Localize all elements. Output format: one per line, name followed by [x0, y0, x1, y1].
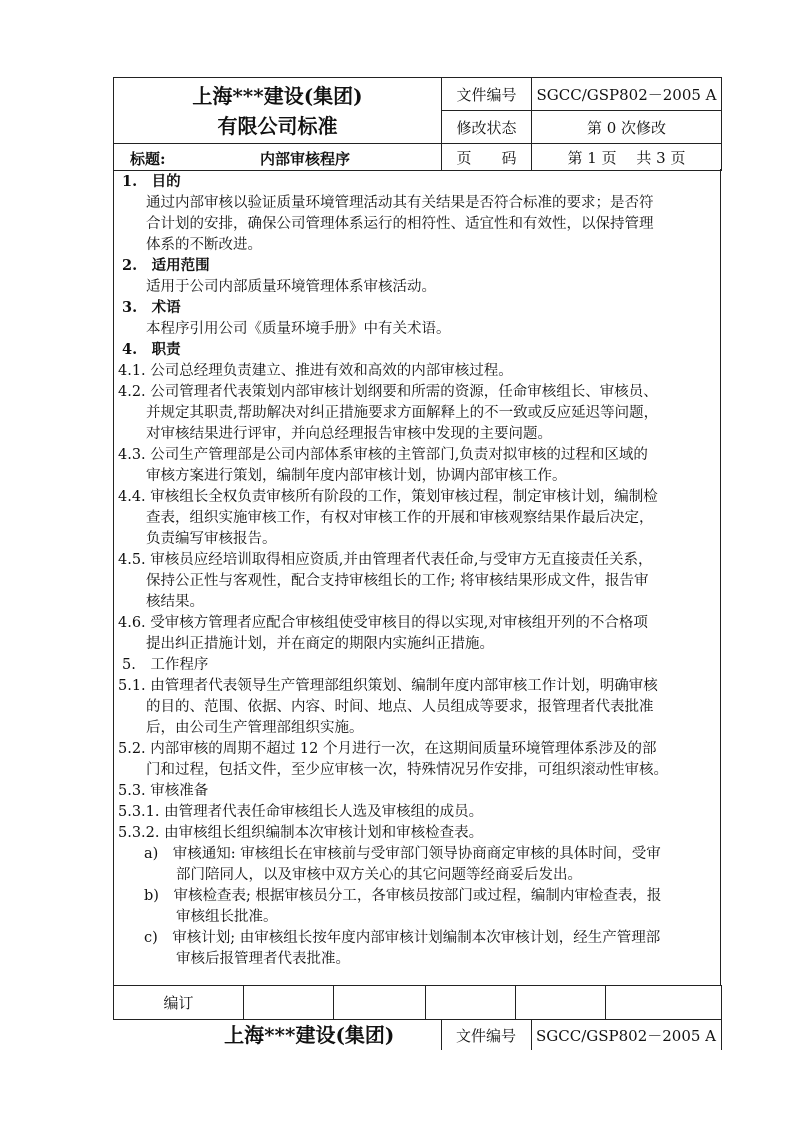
body-line: b) 审核检查表; 根据审核员分工，各审核员按部门或过程，编制内审检查表，报	[144, 888, 662, 904]
body-line: 4.3. 公司生产管理部是公司内部体系审核的主管部门,负责对拟审核的过程和区域的	[118, 447, 648, 463]
body-line: 4. 职责	[122, 341, 181, 358]
body-line: 并规定其职责,帮助解决对纠正措施要求方面解释上的不一致或反应延迟等问题，	[146, 405, 659, 421]
doc-no-value: SGCC/GSP802－2005 A	[532, 78, 722, 111]
footer-company-name: 上海***建设(集团)	[178, 1020, 441, 1051]
body-line: 的目的、范围、依据、内容、时间、地点、人员组成等要求，报管理者代表批准	[146, 699, 654, 715]
body-line: 5.3.2. 由审核组长组织编制本次审核计划和审核检查表。	[118, 825, 484, 841]
body-line: 4.4. 审核组长全权负责审核所有阶段的工作，策划审核过程，制定审核计划，编制检	[118, 489, 658, 505]
body-line: 1. 目的	[122, 173, 181, 190]
page-label: 页 码	[442, 144, 532, 171]
body-line: 4.2. 公司管理者代表策划内部审核计划纲要和所需的资源，任命审核组长、审核员、	[118, 384, 658, 400]
document-body	[113, 169, 721, 986]
body-line: 本程序引用公司《质量环境手册》中有关术语。	[146, 321, 451, 337]
revision-row-label: 编订	[114, 986, 244, 1020]
revision-cell	[426, 986, 516, 1020]
body-line: 体系的不断改进。	[146, 237, 262, 253]
body-line: 合计划的安排，确保公司管理体系运行的相符性、适宜性和有效性，以保持管理	[146, 216, 654, 232]
revision-label: 修改状态	[442, 111, 532, 144]
company-name-line2: 有限公司标准	[217, 113, 338, 138]
company-name-line1: 上海***建设(集团)	[192, 83, 363, 108]
company-name	[114, 78, 442, 144]
footer-doc-no-value: SGCC/GSP802－2005 A	[531, 1020, 721, 1051]
revision-cell	[334, 986, 426, 1020]
body-line: 负责编写审核报告。	[146, 531, 277, 547]
revision-cell	[244, 986, 334, 1020]
body-line: 审核组长批准。	[176, 909, 278, 925]
body-line: 提出纠正措施计划，并在商定的期限内实施纠正措施。	[146, 636, 494, 652]
footer-doc-no-label: 文件编号	[441, 1020, 531, 1051]
body-line: 对审核结果进行评审，并向总经理报告审核中发现的主要问题。	[146, 426, 552, 442]
footer-header-table	[178, 1019, 722, 1050]
revision-value: 第 0 次修改	[532, 111, 722, 144]
body-line: 5. 工作程序	[122, 657, 209, 673]
body-line: 通过内部审核以验证质量环境管理活动其有关结果是否符合标准的要求；是否符	[146, 195, 654, 211]
body-line: 核结果。	[146, 594, 204, 610]
body-line: 后，由公司生产管理部组织实施。	[146, 720, 364, 736]
revision-cell	[606, 986, 722, 1020]
body-line: 5.3. 审核准备	[118, 783, 209, 799]
doc-no-label: 文件编号	[442, 78, 532, 111]
body-line: 4.6. 受审核方管理者应配合审核组使受审核目的得以实现,对审核组开列的不合格项	[118, 615, 648, 631]
body-line: c) 审核计划; 由审核组长按年度内部审核计划编制本次审核计划，经生产管理部	[144, 930, 661, 946]
body-line: 适用于公司内部质量环境管理体系审核活动。	[146, 279, 436, 295]
body-line: 审核方案进行策划，编制年度内部审核计划，协调内部审核工作。	[146, 468, 567, 484]
body-line: 4.1. 公司总经理负责建立、推进有效和高效的内部审核过程。	[118, 363, 513, 379]
header-table	[113, 77, 722, 171]
body-line: 5.1. 由管理者代表领导生产管理部组织策划、编制年度内部审核工作计划，明确审核	[118, 678, 658, 694]
body-line: a) 审核通知: 审核组长在审核前与受审部门领导协商商定审核的具体时间，受审	[144, 846, 661, 862]
title-cell	[114, 144, 442, 171]
revision-cell	[516, 986, 606, 1020]
body-line: 审核后报管理者代表批准。	[176, 951, 350, 967]
body-line: 查表，组织实施审核工作，有权对审核工作的开展和审核观察结果作最后决定，	[146, 510, 654, 526]
body-line: 保持公正性与客观性，配合支持审核组长的工作; 将审核结果形成文件，报告审	[146, 573, 649, 589]
body-line: 5.3.1. 由管理者代表任命审核组长人选及审核组的成员。	[118, 804, 484, 820]
body-line: 4.5. 审核员应经培训取得相应资质,并由管理者代表任命,与受审方无直接责任关系，	[118, 552, 653, 568]
body-line: 5.2. 内部审核的周期不超过 12 个月进行一次，在这期间质量环境管理体系涉及的部	[118, 741, 657, 757]
body-line: 3. 术语	[122, 299, 181, 316]
body-line: 2. 适用范围	[122, 257, 210, 274]
title-label: 标题:	[130, 150, 166, 168]
body-line: 部门陪同人，以及审核中双方关心的其它问题等经商妥后发出。	[176, 867, 582, 883]
document-title: 内部审核程序	[260, 150, 351, 168]
footer-revision-table	[113, 985, 722, 1020]
page-value: 第 1 页 共 3 页	[532, 144, 722, 171]
body-line: 门和过程，包括文件，至少应审核一次，特殊情况另作安排，可组织滚动性审核。	[146, 762, 668, 778]
